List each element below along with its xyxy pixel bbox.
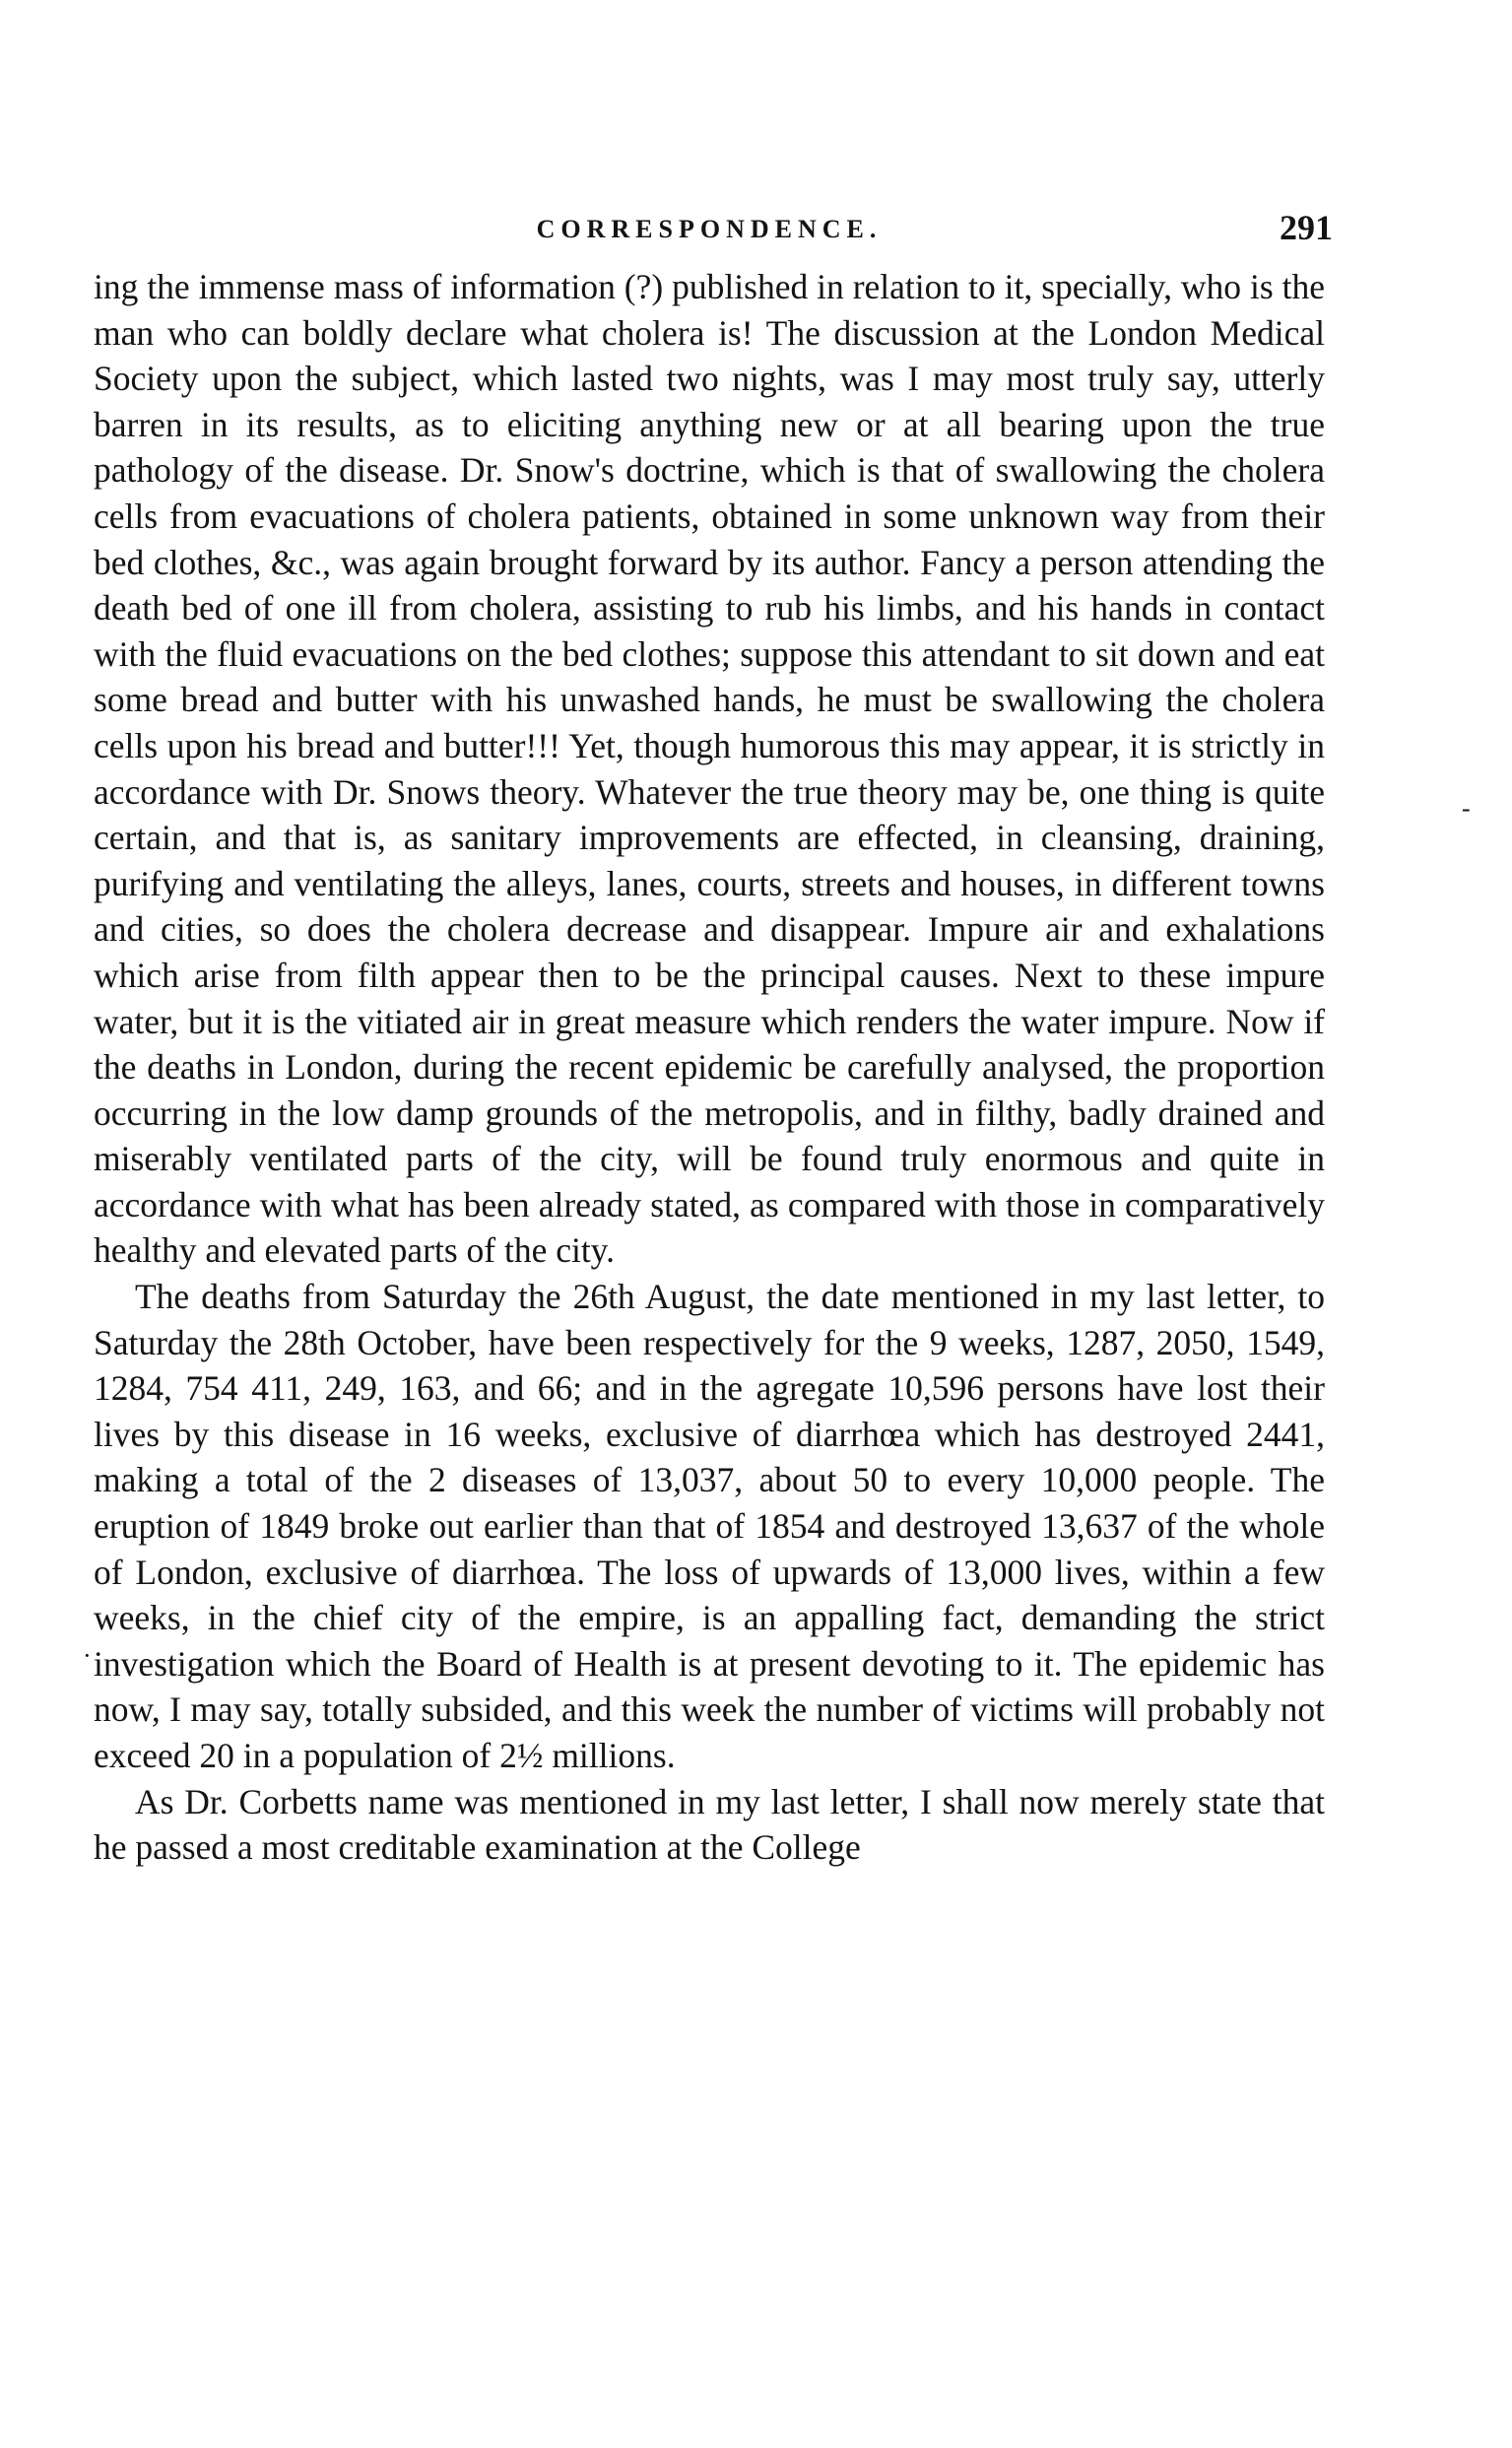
page-number: 291 — [1280, 208, 1333, 247]
paragraph-dr-corbett: As Dr. Corbetts name was mentioned in my last letter, I shall now merely state that he passed a most creditable examination at the College — [94, 1781, 1325, 1868]
body-text — [94, 264, 1325, 1871]
margin-mark-left: · — [83, 1641, 92, 1670]
paragraph-continued: ing the immense mass of information (?) published in relation to it, specially, who is the man who can boldly declare what cholera is! The discussion at the London Medical Society upon the subject, which lasted two nights, was I may most truly say, utterly barren in its results, as to eliciting anything new or at all bearing upon the true pathology of the disease. Dr. Snow's doctrine, which is that of swallowing the cholera cells from evacuations of cholera patients, obtained in some unknown way from their bed clothes, &c., was again brought forward by its author. Fancy a person attending the death bed of one ill from cholera, assisting to rub his limbs, and his hands in contact with the fluid evacuations on the bed clothes; suppose this attendant to sit down and eat some bread and butter with his unwashed hands, he must be swallowing the cholera cells upon his bread and butter!!! Yet, though humorous this may appear, it is strictly in accordance with Dr. Snows theory. Whatever the true theory may be, one thing is quite certain, and that is, as sanitary improvements are effected, in cleansing, draining, purifying and ventilating the alleys, lanes, courts, streets and houses, in different towns and cities, so does the cholera decrease and disappear. Impure air and exhalations which arise from filth appear then to be the principal causes. Next to these impure water, but it is the vitiated air in great measure which renders the water impure. Now if the deaths in London, during the recent epidemic be carefully analysed, the proportion occurring in the low damp grounds of the metropolis, and in filthy, badly drained and miserably ventilated parts of the city, will be found truly enormous and quite in accordance with what has been already stated, as compared with those in comparatively healthy and elevated parts of the city. — [94, 267, 1325, 1271]
margin-mark-right: - — [1462, 794, 1471, 823]
paragraph-deaths-statistics: The deaths from Saturday the 26th August, the date mentioned in my last letter, to Saturday the 28th October, have been respectively for the 9 weeks, 1287, 2050, 1549, 1284, 754 411, 249, 163, and 66; and in the agregate 10,596 persons have lost their lives by this disease in 16 weeks, exclusive of diarrhœa which has destroyed 2441, making a total of the 2 diseases of 13,037, about 50 to every 10,000 people. The eruption of 1849 broke out earlier than that of 1854 and destroyed 13,637 of the whole of London, exclusive of diarrhœa. The loss of upwards of 13,000 lives, within a few weeks, in the chief city of the empire, is an appalling fact, demanding the strict investigation which the Board of Health is at present devoting to it. The epidemic has now, I may say, totally subsided, and this week the number of victims will probably not exceed 20 in a population of 2½ millions. — [94, 1277, 1325, 1775]
running-title: CORRESPONDENCE. — [536, 215, 883, 243]
running-head — [94, 208, 1333, 248]
